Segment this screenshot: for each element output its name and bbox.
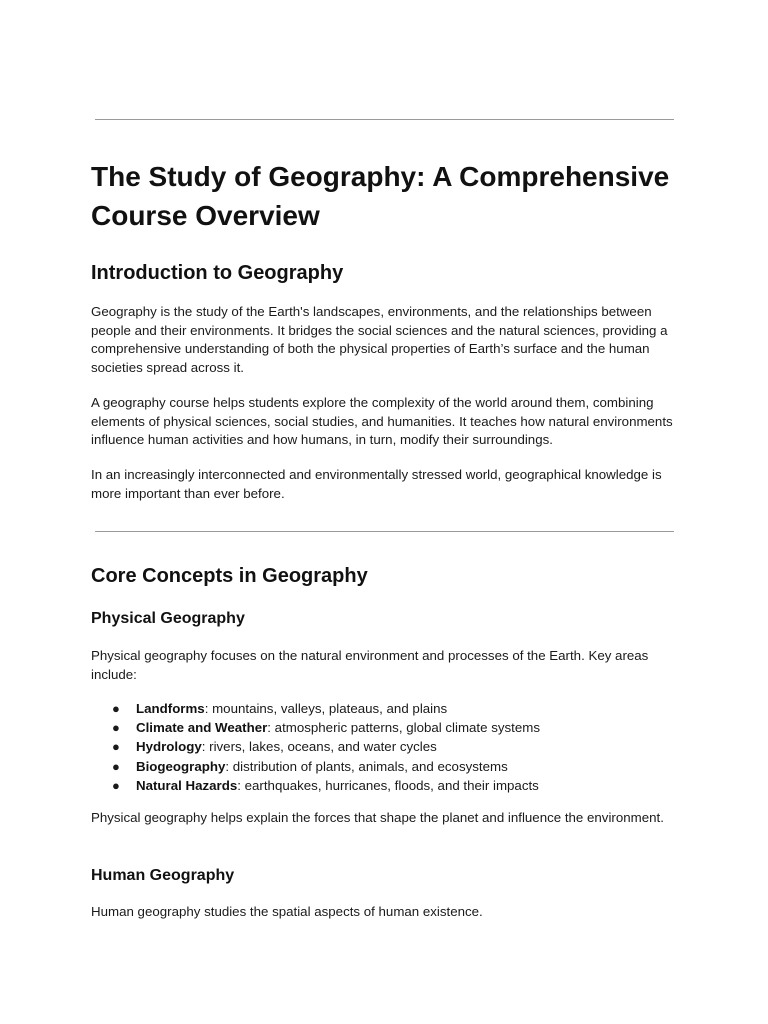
- list-item-term: Natural Hazards: [136, 777, 238, 793]
- list-item-description: : distribution of plants, animals, and ecosystems: [225, 758, 508, 774]
- bullet-icon: ●: [112, 777, 120, 793]
- list-item: [91, 699, 681, 718]
- intro-paragraph-2: A geography course helps students explore the complexity of the world around them, combining elements of physical sciences, social studies, and humanities. It teaches how natural environments influence human activities and how humans, in turn, modify their surroundings.: [91, 395, 673, 448]
- physical-geography-list: [91, 699, 681, 795]
- horizontal-rule-top: [95, 119, 674, 120]
- list-item: [91, 718, 681, 737]
- list-item-description: : mountains, valleys, plateaus, and plains: [204, 701, 448, 716]
- list-item-term: Climate and Weather: [136, 720, 268, 736]
- list-item-description: : earthquakes, hurricanes, floods, and their impacts: [237, 777, 539, 793]
- physical-geography-heading: Physical Geography: [91, 610, 245, 627]
- bullet-icon: ●: [112, 758, 120, 774]
- physical-geography-intro: Physical geography focuses on the natural environment and processes of the Earth. Key areas include:: [91, 648, 649, 682]
- bullet-icon: ●: [112, 701, 120, 716]
- bullet-icon: ●: [112, 739, 120, 755]
- human-geography-intro: Human geography studies the spatial aspects of human existence.: [91, 904, 483, 919]
- intro-paragraph-3: In an increasingly interconnected and environmentally stressed world, geographical knowledge is more important than ever before.: [91, 467, 662, 501]
- list-item-term: Landforms: [136, 701, 205, 716]
- horizontal-rule-middle: [95, 531, 674, 532]
- core-concepts-heading: Core Concepts in Geography: [91, 565, 368, 587]
- list-item: [91, 737, 681, 756]
- intro-heading: Introduction to Geography: [91, 262, 344, 284]
- bullet-icon: ●: [112, 720, 120, 736]
- list-item-term: Hydrology: [136, 739, 202, 755]
- list-item-term: Biogeography: [136, 758, 226, 774]
- list-item-description: : atmospheric patterns, global climate systems: [267, 720, 540, 736]
- physical-geography-outro: Physical geography helps explain the forces that shape the planet and influence the environment.: [91, 810, 664, 825]
- human-geography-heading: Human Geography: [91, 867, 235, 884]
- list-item-description: : rivers, lakes, oceans, and water cycles: [201, 739, 437, 755]
- list-item: [91, 757, 681, 776]
- intro-paragraph-1: Geography is the study of the Earth's landscapes, environments, and the relationships between people and their environments. It bridges the social sciences and the natural sciences, providing a comprehensive understanding of both the physical properties of Earth’s surface and the human societies spread across it.: [91, 304, 668, 376]
- list-item: [91, 776, 681, 795]
- document-title: The Study of Geography: A Comprehensive Course Overview: [91, 161, 670, 231]
